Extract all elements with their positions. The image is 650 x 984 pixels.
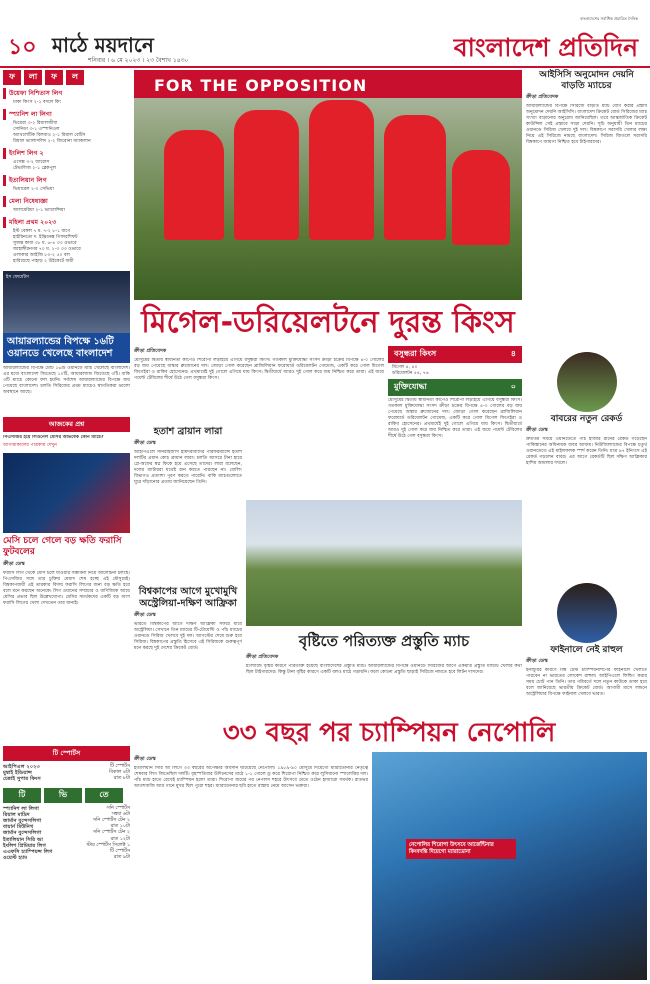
dateline: শনিবার । ৬ মে ২০২৩ । ২৩ বৈশাখ ১৪৩০ — [88, 57, 189, 64]
kings-body: মৌসুমের দ্বিতীয় স্বাধীনতা কাপেও শিরোপা লড়াইয়ে এগিয়ে বসুন্ধরা কিংস। গতকাল মুক্তিযোদ্ধা সংসদ ক্রীড়া চক্রের বিপক্ষে ৪-০ গোলের বড় জয় পেয়েছে অস্কার ব্রুজোনের দল। জোড়া গোল করেছেন ব্রাজিলিয়ান ফরোয়ার্ড ডরিয়েলটন গোমেজ, একটি করে গোল মিগেল ফিগেইরা ও রাকিব হোসেনের। প্রথমার্ধেই দুই গোলে এগিয়ে যায় কিংস। দ্বিতীয়ার্ধে আরও দুই গোল করে জয় নিশ্চিত করে তারা। এই জয়ে পয়েন্ট টেবিলের শীর্ষে উঠে গেল বসুন্ধরা কিংস। — [134, 358, 384, 381]
napoli-photo-caption: নেপোলির শিরোপা উৎসবে আর্জেন্টিনার কিংবদন্তি দিয়েগো ম্যারাডোনা — [406, 839, 516, 859]
player-shirt — [384, 115, 446, 240]
tv-channel-time: সনি স্পোর্টস — [106, 805, 130, 811]
messi-body: ফরাসি লিগ থেকে মেসি চলে যাওয়ার সম্ভাবনা নিয়ে আলোচনা চলছে। পিএসজির সঙ্গে তার চুক্তির মেয়াদ শেষ হচ্ছে এই মৌসুমেই। বিশ্বকাপজয়ী এই তারকার বিদায় ফরাসি লিগের জন্য বড় ক্ষতি হবে বলে মনে করছেন অনেকে। লিগ ওয়ানের সম্প্রচার ও বাণিজ্যিক আয়ে মেসির প্রভাব ছিল উল্লেখযোগ্য। মেসির সমর্থকদের একটি বড় অংশ ফরাসি লিগের খেলা দেখতেন তার জন্যই। — [3, 571, 130, 606]
quiz-bar: আজকের প্রশ্ন — [3, 417, 130, 432]
scorers — [388, 363, 522, 379]
tv-channel-time: টি স্পোর্টস — [109, 849, 130, 855]
score-away-goals: ০ — [510, 382, 516, 391]
messi-headline[interactable]: মেসি চলে গেলে বড় ক্ষতি ফরাসি ফুটবলের — [3, 536, 122, 557]
quiz-answer-label: আগামীকালের পত্রিকায় দেখুন — [3, 443, 57, 448]
tv-schedule-2 — [3, 806, 130, 862]
rain-article — [246, 652, 522, 712]
tv-tabs — [3, 788, 130, 803]
rain-byline: ক্রীড়া প্রতিবেদক — [246, 654, 279, 660]
tv-channel-time: স্টার স্পোর্টস সিলেক্ট ১ — [86, 842, 130, 848]
tv-channel-time: টি স্পোর্টস — [109, 764, 130, 769]
tv-channel-time: সনি স্পোর্টস টেন ২ — [92, 830, 130, 836]
aus-sa-article — [134, 586, 242, 702]
fixture-group — [3, 175, 130, 193]
aus-sa-headline[interactable]: বিশ্বকাপের আগে মুখোমুখি অস্ট্রেলিয়া-দক্ষিণ আফ্রিকা — [138, 586, 238, 609]
tv-row — [3, 855, 130, 861]
player-shirt — [234, 110, 299, 240]
tv-channel-time: রাত ৮টা — [113, 776, 130, 782]
tv-schedule-1 — [3, 764, 130, 783]
tv-event: ইতালিয়ান সিরি আ — [3, 836, 44, 843]
rain-headline[interactable]: বৃষ্টিতে পরিত্যক্ত প্রস্তুতি ম্যাচ — [298, 632, 470, 650]
tv-event: চেন্নাই সুপার কিংস — [3, 776, 41, 783]
babar-body: দ্রুততম সময়ে ওয়ানডেতে পাঁচ হাজার রানের রেকর্ড গড়েছেন পাকিস্তানের অধিনায়ক বাবর আজম। নিউজিল্যান্ডের বিপক্ষে চতুর্থ ওয়ানডেতে এই মাইলফলক স্পর্শ করেন তিনি। মাত্র ৯৭ ইনিংসে এই রেকর্ড গড়লেন বাবর। এর আগে রেকর্ডটি ছিল দক্ষিণ আফ্রিকার হাশিম আমলার দখলে। — [526, 437, 647, 466]
fixture-title: উয়েফা নিশিতাস লিগ — [3, 88, 130, 99]
fixtures-tabs — [3, 70, 130, 85]
tv-channel-time: বিকাল ৪টা — [108, 770, 130, 776]
aus-sa-body: ভারতে বিশ্বকাপের আগে দক্ষিণ আফ্রিকা সফরে যাবে অস্ট্রেলিয়া। সেখানে তিন ম্যাচের টি-টোয়েন্টি ও পাঁচ ম্যাচের ওয়ানডে সিরিজ খেলবে দুই দল। আগস্টের শেষে শুরু হবে সিরিজ। বিশ্বকাপের প্রস্তুতি হিসেবে এই সিরিজকে গুরুত্বপূর্ণ মনে করছে দুই দেশের ক্রিকেট বোর্ড। — [134, 622, 242, 651]
tv-bar: টি স্পোর্টস — [3, 746, 130, 761]
scorer-line: ডরিয়েলটন ৫৪, ৭৬ — [392, 371, 429, 376]
tv-tab: তে — [85, 788, 123, 803]
fixture-result: অ্যাথলেটিক বিলবাও ২-১ রিয়াল বেটিস — [13, 133, 86, 138]
napoli-byline: ক্রীড়া ডেস্ক — [134, 756, 156, 762]
kings-article — [134, 346, 384, 434]
rahul-body: ইনজুরির কারণে বিশ্ব টেস্ট চ্যাম্পিয়নশিপের ফাইনালে খেলতে পারবেন না ভারতের লোকেশ রাহুল। আইপিএলে ফিল্ডিং করার সময় চোট পান তিনি। তার পরিবর্তে দলে নতুন কাউকে ডাকা হবে বলে জানিয়েছে ভারতীয় ক্রিকেট বোর্ড। আগামী মাসে লন্ডনে অস্ট্রেলিয়ার বিপক্ষে ফাইনাল খেলবে ভারত। — [526, 668, 647, 697]
kings-headline[interactable]: মিগেল-ডরিয়েলটনে দুরন্ত কিংস — [141, 305, 515, 340]
masthead-tagline: বাংলাদেশের সর্বাধিক প্রচারিত দৈনিক — [580, 16, 638, 21]
player-shirt — [452, 150, 510, 245]
fixtures-tab: ফ — [45, 70, 63, 85]
tv-event: মুম্বাই ইন্ডিয়ান্স — [3, 770, 32, 777]
ireland-headline[interactable]: আয়ারল্যান্ডের বিপক্ষে ১৬টি ওয়ানডে খেলেছে বাংলাদেশ — [3, 333, 130, 363]
fixture-result: ভিয়ারেল ২-০ সেভিয়া — [13, 187, 54, 192]
tv-event: জার্মান বুন্দেসলিগা — [3, 818, 42, 825]
rain-body: ইংল্যান্ডে বৃষ্টির কারণে পরিত্যক্ত হয়েছে বাংলাদেশের প্রস্তুতি ম্যাচ। আয়ারল্যান্ডের বিপক্ষে ওয়ানডে সিরিজের আগে একমাত্র প্রস্তুতি ম্যাচটি খেলার কথা ছিল টাইগারদের। কিন্তু টানা বৃষ্টির কারণে একটি বলও মাঠে গড়ায়নি। ফলে কোনো প্রস্তুতি ছাড়াই সিরিজে নামতে হবে লিটন দাসদের। — [246, 664, 522, 675]
kings-byline: ক্রীড়া প্রতিবেদক — [134, 348, 167, 354]
icc-body: আয়ারল্যান্ডের বিপক্ষে সিরিজে বাড়তি ম্যাচ যোগ করার প্রস্তাব অনুমোদন দেয়নি আইসিসি। বাংলাদেশ ক্রিকেট বোর্ড সিরিজের ম্যাচ সংখ্যা বাড়ানোর অনুরোধ জানিয়েছিল। তবে আন্তর্জাতিক ক্রিকেট কাউন্সিল সেই প্রস্তাবে সাড়া দেয়নি। সূচি অনুযায়ী তিন ম্যাচের ওয়ানডে সিরিজ খেলবে দুই দল। বিশ্বকাপে সরাসরি খেলার লক্ষ্য নিয়ে এই সিরিজে নামছে বাংলাদেশ। সিরিজ জিতলে সরাসরি বিশ্বকাপে জায়গা নিশ্চিত হবে টাইগারদের। — [526, 104, 647, 145]
tv-channel-time: রাত ১০টা — [110, 824, 130, 830]
icc-headline[interactable]: আইসিসি অনুমোদন দেয়নি বাড়তি ম্যাচের — [539, 70, 634, 91]
tv-event: ওয়েস্ট হ্যাম — [3, 855, 28, 862]
right-column — [526, 70, 647, 980]
fixtures-tab: ফ — [3, 70, 21, 85]
masthead-logo[interactable]: বাংলাদেশ প্রতিদিন — [453, 33, 638, 62]
tv-channel-time: সন্ধ্যা ৬টা — [111, 811, 130, 817]
fixtures-list — [3, 88, 130, 265]
fixtures-tab: লা — [24, 70, 42, 85]
fixture-result: সোনিডা ৩-১ এস্পানিওল — [13, 127, 60, 132]
fixture-title: ইংলিশ লিগ ২ — [3, 148, 130, 159]
tv-event: জার্মান বুন্দেসলিগা — [3, 830, 42, 837]
fixture-result: ইস্ট বেঙ্গল ৭ ম. ৭-২ ৮-১ বাগে — [13, 229, 71, 234]
fixture-result: টেভালিজ ২-১ ব্লেকপুল — [13, 166, 57, 171]
tv-event: আইপিএল ২০২৩ — [3, 764, 40, 770]
ground-photo — [246, 500, 522, 626]
tv-channel-time: সনি স্পোর্টস টেন ২ — [92, 818, 130, 824]
fixture-title: স্প্যানিশ লা লিগা — [3, 109, 130, 120]
fixture-title: মেলা নিষেধাজ্ঞা — [3, 196, 130, 207]
fixture-result: জাহাঙ্গীরনগর ৭০ ম. ২-৩ ৩৩ ওভারে — [13, 247, 81, 252]
messi-byline: ক্রীড়া ডেস্ক — [3, 561, 25, 567]
player-shirt — [309, 100, 374, 240]
left-column — [3, 70, 130, 980]
babar-photo — [557, 352, 617, 412]
fixture-group — [3, 217, 130, 265]
fixture-result: হারিয়েছে পাহাড় ২ উইকেটে জয়ী — [13, 259, 74, 264]
player-shirt — [164, 130, 224, 240]
lara-byline: ক্রীড়া ডেস্ক — [134, 440, 156, 446]
rahul-photo — [557, 583, 617, 643]
fixture-result: আলমেরিয়া ২-১ ভ্যালেন্সিয়া — [13, 208, 65, 213]
ireland-body: আয়ারল্যান্ডের বিপক্ষে মোট ১৬টি ওয়ানডে ম্যাচ খেলেছে বাংলাদেশ। এর মধ্যে বাংলাদেশ জিতেছে ১০টি, আয়ারল্যান্ড জিতেছে ৩টি। বাকি ৩টি ম্যাচে কোনো ফল হয়নি। সর্বশেষ আয়ারল্যান্ডের বিপক্ষে জয় পেয়েছে বাংলাদেশ। চলতি সিরিজের প্রথম ম্যাচেও স্বাগতিকরা ভালো অবস্থানে আছে। — [3, 366, 130, 395]
kings-scorecard — [388, 346, 522, 438]
kings-body-cont: মৌসুমের দ্বিতীয় স্বাধীনতা কাপেও শিরোপা লড়াইয়ে এগিয়ে বসুন্ধরা কিংস। গতকাল মুক্তিযোদ্ধা সংসদ ক্রীড়া চক্রের বিপক্ষে ৪-০ গোলের বড় জয় পেয়েছে অস্কার ব্রুজোনের দল। জোড়া গোল করেছেন ব্রাজিলিয়ান ফরোয়ার্ড ডরিয়েলটন গোমেজ, একটি করে গোল মিগেল ফিগেইরা ও রাকিব হোসেনের। প্রথমার্ধেই দুই গোলে এগিয়ে যায় কিংস। দ্বিতীয়ার্ধে আরও দুই গোল করে জয় নিশ্চিত করে তারা। এই জয়ে পয়েন্ট টেবিলের শীর্ষে উঠে গেল বসুন্ধরা কিংস। — [388, 398, 522, 438]
fixture-result: ঢাকা কিংস ২-১ বদলে কিং — [13, 100, 62, 105]
page-header — [0, 0, 650, 68]
fixture-result: ভিয়েরা ৩-২ রিয়ালজীবা — [13, 121, 58, 126]
tv-channel-time: রাত ১২টা — [110, 836, 130, 842]
photo-tag: ইস ফোর্মেটস — [6, 275, 29, 280]
page-number: ১০ — [8, 34, 37, 60]
fixture-result: হাইরিনডো দ. ইঞ্জিনেক্স গিফারশিফট — [13, 235, 78, 240]
ad-hoarding-text: FOR THE OPPOSITION — [154, 76, 368, 95]
lara-article — [134, 426, 242, 600]
tv-event: ইংলিশ প্রিমিয়ার লিগ — [3, 842, 46, 849]
tv-row — [3, 776, 130, 782]
fixture-title: ইতালিয়ান লিগ — [3, 175, 130, 186]
aus-sa-byline: ক্রীড়া ডেস্ক — [134, 612, 156, 618]
babar-headline[interactable]: বাবরের নতুন রেকর্ড — [550, 414, 623, 424]
fixture-group — [3, 148, 130, 172]
score-home — [388, 346, 522, 363]
fixture-result: রিয়াল ভ্যালাদলিদ ২-২ জিরোনা অ্যাকলান — [13, 139, 91, 144]
fixture-group — [3, 196, 130, 214]
fixtures-tab: ল — [66, 70, 84, 85]
section-title: মাঠে ময়দানে — [52, 33, 154, 57]
messi-photo — [3, 453, 130, 533]
ireland-player-photo — [3, 271, 130, 333]
fixture-title: মহিলা প্রথম ২০২৩ — [3, 217, 130, 228]
fixture-group — [3, 88, 130, 106]
tv-tab: ভি — [44, 788, 82, 803]
icc-byline: ক্রীড়া প্রতিবেদক — [526, 94, 559, 100]
tv-event: স্প্যানিশ লা লিগা — [3, 805, 39, 812]
lara-headline[interactable]: হতাশ ব্রায়ান লারা — [153, 426, 223, 437]
napoli-article — [134, 754, 368, 984]
scorer-line: মিগেল ৪, ৪০ — [392, 365, 418, 370]
napoli-body: ইতালিয়ান সিরি আ লিগে ৩৩ বছরের অপেক্ষার অবসান ঘটিয়েছে নেপোলি। ১৯৮৯-৯০ মৌসুমে দিয়েগো ম্যারাডোনার নেতৃত্বে শেষবার লিগ জিতেছিল দলটি। বৃহস্পতিবার উদিনেসের মাঠে ১-১ গোলে ড্র করে শিরোপা নিশ্চিত করে লুসিয়ানো স্পালেত্তির দল। পাঁচ ম্যাচ হাতে রেখেই চ্যাম্পিয়ন হলো তারা। শিরোপা জয়ের পর নেপলস শহরে উৎসবে মেতে ওঠেন হাজারো সমর্থক। রাতভর আতশবাজি আর গানে মুখর ছিল পুরো শহর। ম্যারাডোনার ছবি হাতে রাস্তায় নেমে আসেন ভক্তরা। — [134, 766, 368, 789]
fixture-result: সুজন্ত কাবা ৩৮ ম. ৬-৪ ৩৩ ওভারে — [13, 241, 77, 246]
score-home-team: বসুন্ধরা কিংস — [394, 349, 437, 358]
fixture-group — [3, 109, 130, 145]
score-home-goals: ৪ — [510, 349, 516, 358]
rahul-headline[interactable]: ফাইনালে নেই রাহুল — [550, 645, 623, 655]
tv-tab: টি — [3, 788, 41, 803]
rahul-byline: ক্রীড়া ডেস্ক — [526, 658, 548, 664]
quiz-question: পিএসজির হয়ে লিওনেল মেসির অভিষেক কোন ম্যাচে? — [3, 435, 104, 440]
tv-event: রিয়াল মাদ্রিদ — [3, 811, 30, 818]
tv-event: এএফসি চ্যাম্পিয়ন্স লিগ — [3, 849, 53, 856]
tv-channel-time: রাত ৯টা — [113, 855, 130, 861]
fixture-result: এসেক্স ৩-২ ব্যারোস — [13, 160, 50, 165]
header-rule — [0, 66, 650, 68]
babar-byline: ক্রীড়া ডেস্ক — [526, 427, 548, 433]
kings-team-photo — [134, 70, 522, 300]
score-away-team: মুক্তিযোদ্ধা — [394, 382, 427, 391]
fixture-result: এলাকার আইজি ৮০-২ ৫০ বল — [13, 253, 70, 258]
score-away — [388, 379, 522, 396]
tv-event: বায়ার্ন মিউনিখ — [3, 824, 34, 831]
napoli-headline[interactable]: ৩৩ বছর পর চ্যাম্পিয়ন নেপোলি — [222, 718, 556, 748]
lara-body: আইপিএলে সানরাইজার্স হায়দরাবাদের পারফরম্যান্সে হতাশ দলটির প্রধান কোচ ব্রায়ান লারা। চলতি আসরে টানা হারে প্লে-অফের স্বপ্ন ফিকে হয়ে এসেছে তাদের। লারা বলেছেন, দলের ব্যাটাররা যথেষ্ট রান করতে পারছেন না। বোলিং বিভাগও প্রত্যাশা পূরণ করতে পারেনি। বাকি ম্যাচগুলোতে ঘুরে দাঁড়ানোর প্রত্যয় জানিয়েছেন তিনি। — [134, 450, 242, 485]
